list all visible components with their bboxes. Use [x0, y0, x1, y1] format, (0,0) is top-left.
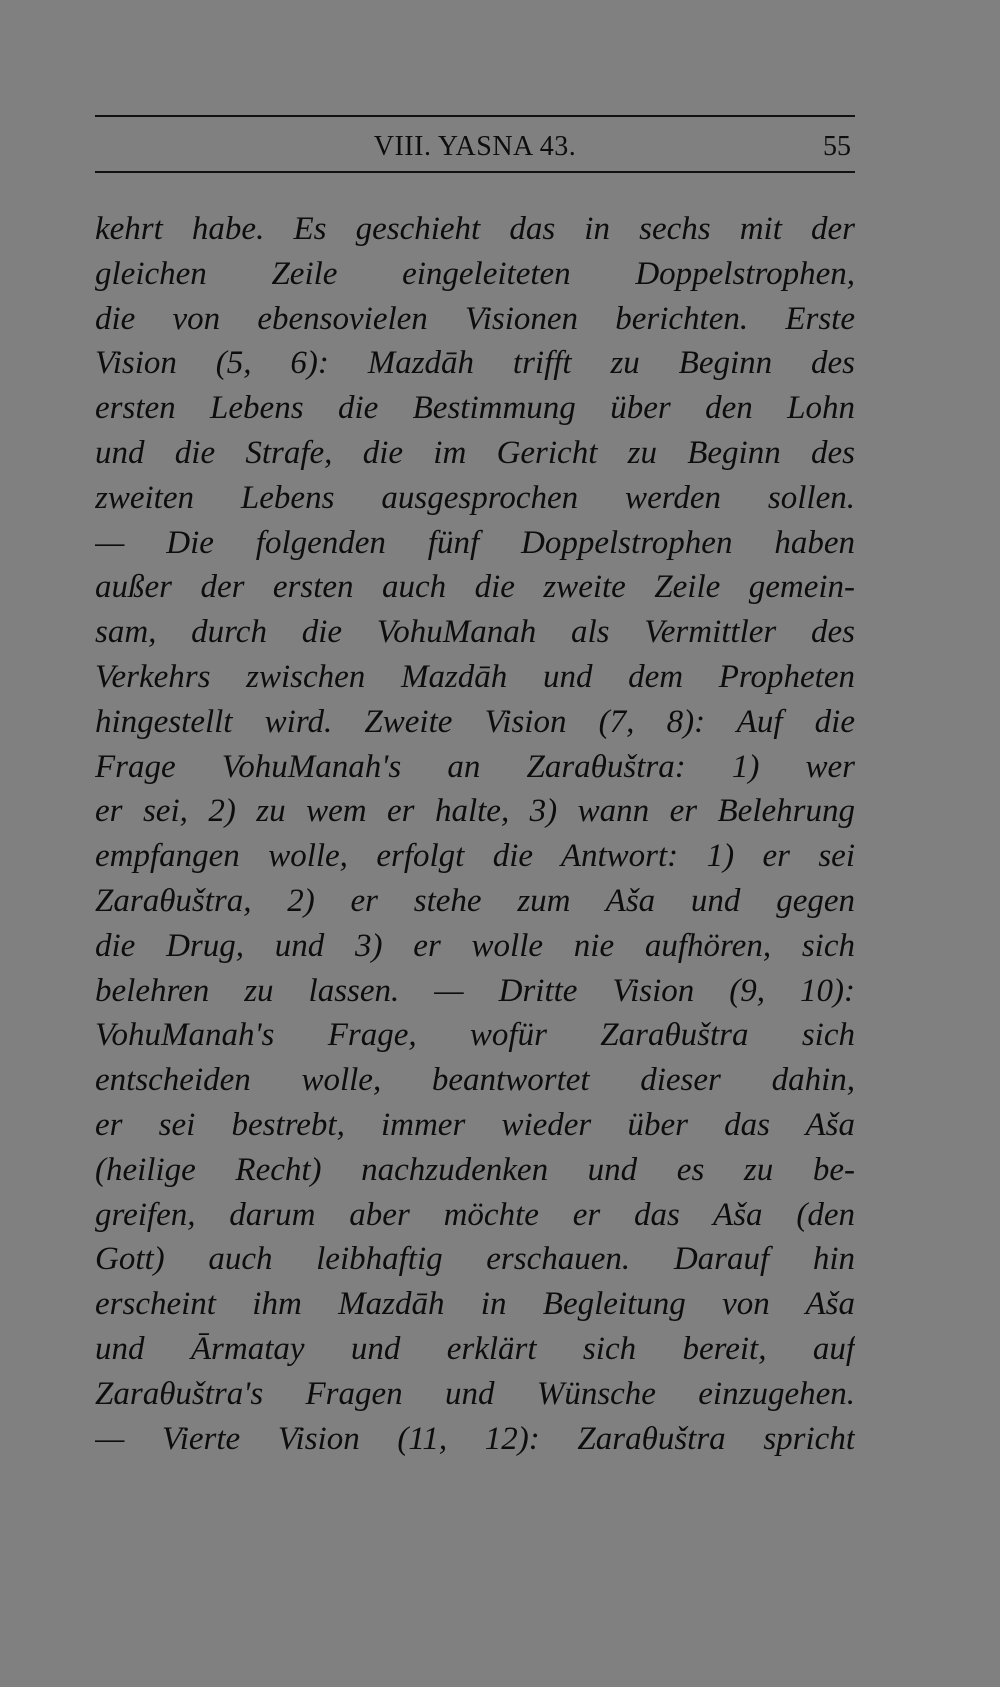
text-line: die von ebensovielen Visionen berichten. Erste — [95, 300, 855, 337]
text-line: Zaraθuštra's Fragen und Wünsche einzugehen. — [95, 1375, 855, 1412]
page-number: 55 — [823, 131, 851, 162]
text-line: — Die folgenden fünf Doppelstrophen haben — [95, 524, 855, 561]
header-top-rule — [95, 115, 855, 117]
text-line: kehrt habe. Es geschieht das in sechs mit der — [95, 211, 855, 247]
text-line: sam, durch die VohuManah als Vermittler des — [95, 614, 855, 651]
text-line: greifen, darum aber möchte er das Aša (den — [95, 1196, 855, 1233]
book-page — [95, 115, 855, 1615]
text-line: und die Strafe, die im Gericht zu Beginn des — [95, 434, 855, 471]
text-line: er sei, 2) zu wem er halte, 3) wann er Belehrung — [95, 793, 855, 830]
text-line: entscheiden wolle, beantwortet dieser dahin, — [95, 1062, 855, 1099]
text-line: die Drug, und 3) er wolle nie aufhören, sich — [95, 927, 855, 964]
header-bottom-rule — [95, 171, 855, 173]
text-line: erscheint ihm Mazdāh in Begleitung von Aša — [95, 1286, 855, 1323]
text-line: gleichen Zeile eingeleiteten Doppelstrophen, — [95, 255, 855, 292]
text-line: — Vierte Vision (11, 12): Zaraθuštra spricht — [95, 1420, 855, 1457]
text-line: belehren zu lassen. — Dritte Vision (9, 10): — [95, 972, 855, 1009]
text-line: Frage VohuManah's an Zaraθuštra: 1) wer — [95, 748, 855, 785]
text-line: Vision (5, 6): Mazdāh trifft zu Beginn des — [95, 345, 855, 382]
body-text — [95, 207, 855, 1461]
text-line: Zaraθuštra, 2) er stehe zum Aša und gegen — [95, 882, 855, 919]
page-header — [95, 129, 855, 165]
text-line: außer der ersten auch die zweite Zeile gemein- — [95, 569, 855, 606]
text-line: (heilige Recht) nachzudenken und es zu be- — [95, 1151, 855, 1188]
text-line: zweiten Lebens ausgesprochen werden sollen. — [95, 479, 855, 516]
text-line: und Ārmatay und erklärt sich bereit, auf — [95, 1330, 855, 1367]
running-head: VIII. YASNA 43. — [373, 131, 577, 162]
text-line: Verkehrs zwischen Mazdāh und dem Propheten — [95, 658, 855, 695]
text-line: er sei bestrebt, immer wieder über das Aša — [95, 1106, 855, 1143]
text-line: hingestellt wird. Zweite Vision (7, 8): Auf die — [95, 703, 855, 740]
text-line: empfangen wolle, erfolgt die Antwort: 1) er sei — [95, 838, 855, 875]
text-line: VohuManah's Frage, wofür Zaraθuštra sich — [95, 1017, 855, 1054]
text-line: Gott) auch leibhaftig erschauen. Darauf hin — [95, 1241, 855, 1278]
text-line: ersten Lebens die Bestimmung über den Lohn — [95, 390, 855, 427]
